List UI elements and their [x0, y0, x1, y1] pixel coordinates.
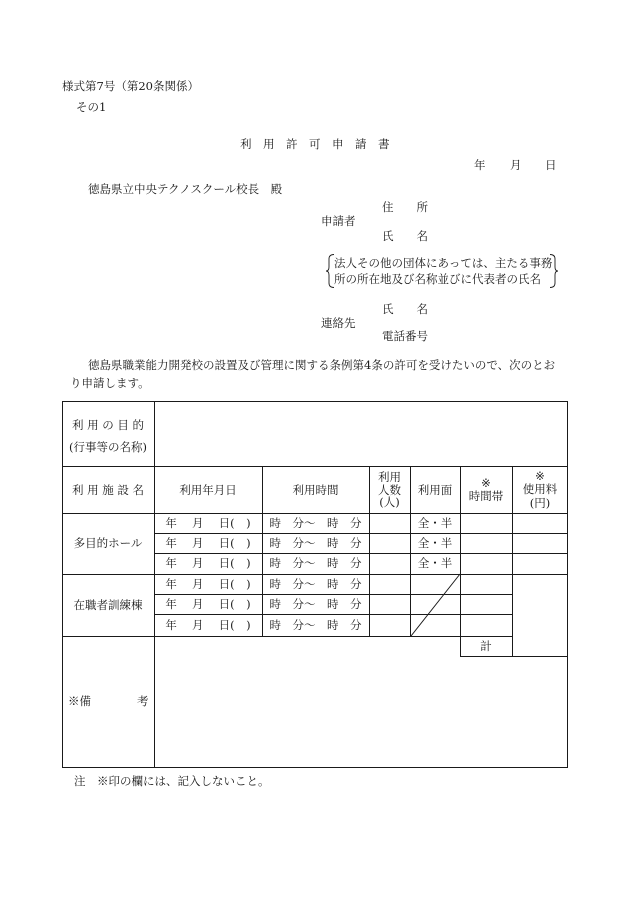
hall-row2-time: 時 分～ 時 分 [269, 535, 362, 550]
header-fee-line2: (円) [529, 495, 551, 510]
header-slot [460, 466, 512, 514]
training-row1-date: 年 月 日( ) [165, 576, 251, 591]
hall-row1-time: 時 分～ 時 分 [269, 515, 362, 530]
header-time: 利用時間 [292, 482, 339, 497]
footnote: 注 ※印の欄には、記入しないこと。 [74, 774, 270, 788]
date-day-label: 日 [545, 158, 557, 172]
header-area: 利用面 [417, 482, 453, 497]
hall-row3-area: 全・半 [417, 556, 453, 571]
application-table [62, 401, 568, 768]
corporate-note [326, 254, 560, 288]
header-fee-line1: 使用料 [522, 482, 558, 497]
header-facility: 利 用 施 設 名 [71, 482, 145, 497]
corporate-note-line2: 所の所在地及び名称並びに代表者の氏名 [334, 272, 541, 286]
training-row3-date: 年 月 日( ) [165, 617, 251, 632]
purpose-label-line2: (行事等の名称) [69, 440, 147, 454]
purpose-label [62, 415, 154, 459]
training-row2-time: 時 分～ 時 分 [269, 596, 362, 611]
header-slot-label: 時間帯 [468, 489, 504, 503]
header-people-line2: 人数 [378, 482, 401, 497]
hall-row3-time: 時 分～ 時 分 [269, 556, 362, 571]
header-people [369, 466, 410, 514]
date-month-label: 月 [510, 158, 522, 172]
header-date: 利用年月日 [179, 482, 237, 497]
body-text-line1: 徳島県職業能力開発校の設置及び管理に関する条例第4条の許可を受けたいので、次のとお [88, 358, 556, 372]
hall-row1-date: 年 月 日( ) [165, 515, 251, 530]
document-title: 利 用 許 可 申 請 書 [240, 137, 390, 151]
hall-row2-area: 全・半 [417, 535, 453, 550]
corporate-note-line1: 法人その他の団体にあっては、主たる事務 [334, 256, 553, 270]
facility-hall: 多目的ホール [73, 536, 143, 551]
form-sub-number: その1 [76, 100, 107, 114]
remarks-label: ※備 考 [68, 693, 149, 708]
facility-training: 在職者訓練棟 [73, 597, 143, 612]
training-row2-date: 年 月 日( ) [165, 596, 251, 611]
hall-row3-date: 年 月 日( ) [165, 556, 251, 571]
header-people-line3: (人) [379, 495, 400, 510]
form-number: 様式第7号（第20条関係） [62, 79, 199, 93]
header-fee [512, 466, 568, 514]
total-label: 計 [480, 639, 492, 654]
header-slot-mark: ※ [481, 475, 491, 490]
body-text-line2: り申請します。 [70, 376, 150, 390]
purpose-label-line1: 利 用 の 目 的 [71, 418, 145, 433]
contact-phone-label: 電話番号 [382, 329, 428, 343]
header-people-line1: 利用 [378, 470, 401, 485]
hall-row2-date: 年 月 日( ) [165, 535, 251, 550]
contact-label: 連絡先 [321, 316, 356, 330]
applicant-address-label: 住 所 [382, 200, 428, 214]
addressee: 徳島県立中央テクノスクール校長 殿 [88, 182, 283, 196]
applicant-label: 申請者 [321, 214, 356, 228]
training-row3-time: 時 分～ 時 分 [269, 617, 362, 632]
hall-row1-area: 全・半 [417, 515, 453, 530]
header-fee-mark: ※ [535, 469, 545, 484]
date-year-label: 年 [474, 158, 486, 172]
applicant-name-label: 氏 名 [382, 229, 428, 243]
training-row1-time: 時 分～ 時 分 [269, 576, 362, 591]
contact-name-label: 氏 名 [382, 302, 428, 316]
